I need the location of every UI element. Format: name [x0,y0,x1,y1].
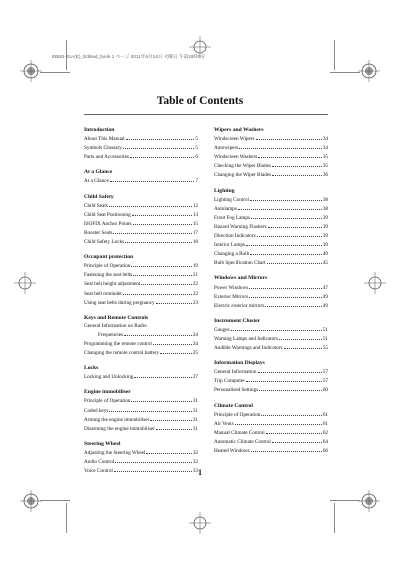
toc-entry-page: 5 [195,145,198,152]
toc-entry-title: Electric exterior mirrors [214,302,265,309]
toc-entry-title: Disarming the engine immobiliser [84,425,156,432]
toc-entry-page: 47 [322,284,328,291]
dot-leader [115,457,192,463]
toc-entry-page: 31 [192,407,198,414]
toc-entry[interactable] [214,249,328,258]
toc-entry-page: 22 [192,290,198,297]
dot-leader [153,339,192,345]
section-heading: Instrument Cluster [214,317,261,324]
toc-entry-title: General Information [214,369,257,376]
toc-entry-page: 40 [322,251,328,258]
toc-entry-title: Interior Lamps [214,242,245,249]
toc-entry[interactable] [214,222,328,231]
dot-leader [133,219,192,225]
toc-entry[interactable] [84,261,198,270]
toc-entry[interactable] [214,283,328,292]
toc-entry-title: About This Manual [84,136,125,143]
dot-leader [125,237,192,243]
toc-entry-page: 21 [192,272,198,279]
toc-entry-page: 34 [322,136,328,143]
section-heading: Information Displays [214,360,265,367]
toc-entry-page: 64 [322,438,328,445]
toc-section [214,402,328,456]
toc-entry-title: Changing the remote control battery [84,350,160,357]
registration-mark-icon [364,272,386,294]
dot-leader [266,428,322,434]
dot-leader [132,210,192,216]
section-heading: Climate Control [214,402,253,409]
toc-entry[interactable] [84,322,198,330]
dot-leader [113,228,191,234]
toc-entry[interactable] [84,424,198,433]
toc-section [84,193,198,247]
crop-mark [334,40,335,70]
toc-entry-title: Air Vents [214,420,234,427]
toc-entry-title: Automatic Climate Control [214,438,271,445]
section-heading: At a Glance [84,169,113,176]
toc-left-column [84,126,198,482]
toc-entry-title: Seat belt height adjustment [84,281,141,288]
toc-entry[interactable] [84,228,198,237]
toc-section [84,388,198,432]
toc-entry-title: Principle of Operation [84,263,131,270]
toc-entry-page: 55 [322,345,328,352]
toc-entry-page: 6 [195,154,198,161]
toc-entry-page: 31 [192,398,198,405]
registration-mark-icon [189,36,211,58]
toc-entry-title: Principle of Operation [214,411,261,418]
toc-right-column [214,126,328,462]
toc-entry-title: Hazard Warning Flashers [214,223,267,230]
dot-leader [246,376,322,382]
toc-entry[interactable] [84,270,198,279]
toc-entry-page: 24 [192,331,198,338]
toc-entry-title: Checking the Wiper Blades [214,163,271,170]
toc-section [214,317,328,352]
section-heading: Wipers and Washers [214,127,264,133]
toc-entry-title: Direction Indicators [214,233,256,240]
toc-section [84,253,198,307]
toc-entry[interactable] [214,376,328,385]
dot-leader [235,419,322,425]
toc-entry[interactable] [214,152,328,161]
toc-entry-page: 38 [322,196,328,203]
toc-entry-title: Using seat belts during pregnancy [84,299,155,306]
toc-entry[interactable] [214,410,328,419]
toc-entry[interactable] [84,372,198,381]
dot-leader [257,231,322,237]
dot-leader [259,385,322,391]
toc-entry-title: Locking and Unlocking [84,374,134,381]
toc-entry[interactable] [84,298,198,307]
toc-entry[interactable] [214,367,328,376]
toc-entry[interactable] [84,339,198,348]
dot-leader [279,334,322,340]
toc-entry-title: Bulb Specification Chart [214,260,266,267]
toc-entry-page: 13 [192,211,198,218]
dot-leader [249,292,322,298]
dot-leader [126,134,195,140]
toc-entry-title: Power Windows [214,284,249,291]
toc-entry-page: 17 [192,229,198,236]
section-heading: Introduction [84,127,115,133]
toc-entry-page: 18 [192,239,198,246]
toc-entry-title: Front Fog Lamps [214,214,251,221]
toc-entry[interactable] [214,446,328,455]
dot-leader [109,406,191,412]
toc-entry[interactable] [214,325,328,334]
toc-section [214,274,328,309]
section-heading: Windows and Mirrors [214,275,268,282]
toc-entry-title: Programming the remote control [84,340,152,347]
toc-entry-page: 36 [322,172,328,179]
toc-entry[interactable] [214,343,328,352]
toc-entry-page: 32 [192,459,198,465]
toc-entry[interactable] [84,448,198,457]
toc-entry-page: 61 [322,411,328,418]
toc-entry-page: 15 [192,220,198,227]
dot-leader [251,446,322,452]
toc-entry-title: Child Seat Positioning [84,211,131,218]
dot-leader [124,330,192,336]
toc-entry[interactable] [84,396,198,405]
toc-entry[interactable] [214,437,328,446]
crop-mark [40,500,70,501]
section-heading: Child Safety [84,193,114,200]
toc-section [214,359,328,394]
toc-entry-page: 39 [322,233,328,240]
toc-entry[interactable] [84,279,198,288]
dot-leader [110,176,195,182]
toc-entry-title: Audio Control [84,459,115,465]
dot-leader [141,279,191,285]
toc-entry[interactable] [84,201,198,210]
toc-entry-page: 19 [192,263,198,270]
toc-entry-title: Personalised Settings [214,387,259,394]
toc-entry[interactable] [84,143,198,152]
crop-mark [40,72,70,73]
toc-entry[interactable] [214,231,328,240]
dot-leader [265,301,322,307]
toc-entry-page: 39 [322,214,328,221]
toc-entry-title: Child Seats [84,202,108,209]
dot-leader [249,283,322,289]
toc-entry[interactable] [214,301,328,310]
toc-entry[interactable] [84,219,198,228]
toc-entry-title: Changing the Wiper Blades [214,172,272,179]
toc-entry[interactable] [214,240,328,249]
toc-entry-page: 7 [195,178,198,185]
registration-mark-icon [14,272,36,294]
dot-leader [258,152,322,158]
dot-leader [267,258,322,264]
toc-entry-title: Heated Windows [214,448,250,454]
registration-mark-icon [358,60,380,82]
toc-entry-page: 61 [322,420,328,427]
toc-entry-title: Exterior Mirrors [214,293,249,300]
toc-entry-page: 35 [322,163,328,170]
toc-entry-title: ISOFIX Anchor Points [84,220,132,227]
dot-leader [130,152,194,158]
toc-entry[interactable] [84,457,198,466]
dot-leader [256,134,322,140]
section-heading: Steering Wheel [84,440,121,447]
toc-entry-title: Voice Control [84,468,113,475]
dot-leader [272,161,322,167]
toc-entry-title: Booster Seats [84,229,113,236]
registration-mark-icon [20,60,42,82]
toc-entry-page: 57 [322,378,328,385]
toc-entry[interactable] [84,210,198,219]
toc-entry[interactable] [84,176,198,185]
toc-entry[interactable] [84,134,198,143]
toc-entry-title: Arming the engine immobiliser [84,416,150,423]
toc-entry-page: 60 [322,387,328,394]
toc-entry-title: Adjusting the Steering Wheel [84,449,146,456]
toc-entry-page: 23 [192,299,198,306]
dot-leader [272,437,322,443]
toc-entry-page: 51 [322,326,328,333]
dot-leader [268,222,322,228]
toc-entry[interactable] [84,152,198,161]
toc-entry-title: General Information on Radio [84,322,147,329]
section-heading: Lighting [214,187,235,194]
print-header: EBM1-EU-(E)_Editied_book 1 ページ 2011年6月14日 火曜日 午前10時0分 [52,54,206,59]
toc-entry-title: Autolamps [214,205,237,212]
toc-entry-title: Child Safety Locks [84,239,125,246]
toc-entry[interactable] [214,143,328,152]
crop-mark [334,503,335,533]
toc-entry[interactable] [84,415,198,424]
dot-leader [239,143,322,149]
dot-leader [133,270,192,276]
toc-entry-title: Windscreen Washers [214,154,258,161]
crop-mark [66,40,67,70]
toc-entry-title: Coded keys [84,407,109,414]
dot-leader [238,204,322,210]
dot-leader [251,213,322,219]
dot-leader [109,201,192,207]
toc-entry-title: Trip Computer [214,378,245,385]
toc-entry-page: 62 [322,429,328,436]
toc-entry[interactable] [84,237,198,246]
toc-entry[interactable] [214,334,328,343]
toc-entry-page: 33 [192,468,198,475]
toc-entry-page: 5 [195,136,198,143]
toc-entry[interactable] [214,161,328,170]
toc-entry-title: At a Glance [84,178,109,185]
toc-entry-title: Symbols Glossary [84,145,122,152]
toc-entry-title: Lighting Control [214,196,250,203]
toc-entry-page: 51 [322,335,328,342]
dot-leader [131,396,191,402]
toc-entry-title: Warning Lamps and Indicators [214,335,278,342]
section-heading: Engine immobiliser [84,389,131,396]
section-heading: Keys and Remote Controls [84,314,149,321]
toc-entry-page: 57 [322,369,328,376]
toc-entry-page: 39 [322,223,328,230]
toc-entry-page: 45 [322,260,328,267]
toc-entry-page: 31 [192,416,198,423]
toc-entry-title: Windscreen Wipers [214,136,255,143]
toc-section [84,364,198,381]
toc-entry[interactable] [84,289,198,298]
toc-section [84,168,198,185]
crop-mark [330,500,360,501]
dot-leader [123,143,195,149]
toc-entry-title: Frequencies [98,331,124,338]
dot-leader [156,298,192,304]
toc-entry-page: 27 [192,374,198,381]
toc-section [214,187,328,268]
toc-entry-title: Gauges [214,326,230,333]
dot-leader [231,325,322,331]
crop-mark [66,503,67,533]
toc-entry-title: Seat belt reminder [84,290,123,297]
toc-entry[interactable] [84,330,198,339]
toc-section [84,126,198,161]
toc-entry-title: Audible Warnings and Indicators [214,345,283,352]
toc-entry[interactable] [214,204,328,213]
title-divider [84,114,328,115]
dot-leader [123,289,192,295]
registration-mark-icon [358,490,380,512]
toc-entry-page: 39 [322,242,328,249]
registration-mark-icon [189,512,211,534]
toc-entry[interactable] [214,428,328,437]
page-number: 1 [198,468,202,477]
toc-entry-page: 12 [192,202,198,209]
section-heading: Occupant protection [84,254,134,261]
toc-entry-title: Manual Climate Control [214,429,265,436]
section-heading: Locks [84,365,99,372]
toc-entry[interactable] [214,213,328,222]
dot-leader [150,415,192,421]
toc-entry[interactable] [214,419,328,428]
toc-entry[interactable] [214,195,328,204]
dot-leader [131,261,191,267]
toc-entry[interactable] [214,385,328,394]
toc-section [214,126,328,180]
toc-entry-page: 32 [192,449,198,456]
dot-leader [258,367,322,373]
toc-entry-page: 35 [322,154,328,161]
toc-entry-page: 38 [322,205,328,212]
dot-leader [261,410,321,416]
toc-entry[interactable] [214,258,328,267]
toc-entry-page: 25 [192,350,198,357]
toc-entry-page: 24 [192,340,198,347]
toc-entry-title: Principle of Operation [84,398,131,405]
toc-entry-page: 31 [192,425,198,432]
toc-entry-title: Autowipers [214,145,239,152]
toc-section [84,314,198,357]
toc-entry-title: Fastening the seat belts [84,272,133,279]
crop-mark [330,72,360,73]
dot-leader [250,249,322,255]
toc-entry-title: Parts and Accessories [84,154,129,161]
toc-entry-title: Changing a Bulb [214,251,250,258]
toc-entry[interactable] [84,406,198,415]
toc-entry[interactable] [84,348,198,357]
toc-entry[interactable] [214,170,328,179]
toc-entry[interactable] [214,292,328,301]
toc-entry[interactable] [214,134,328,143]
dot-leader [156,424,192,430]
dot-leader [134,372,192,378]
dot-leader [160,348,192,354]
dot-leader [272,170,322,176]
toc-entry-page: 66 [322,448,328,454]
toc-entry-page: 49 [322,293,328,300]
dot-leader [146,448,191,454]
dot-leader [284,343,322,349]
toc-entry-page: 49 [322,302,328,309]
registration-mark-icon [20,490,42,512]
toc-entry-page: 22 [192,281,198,288]
toc-entry-page: 34 [322,145,328,152]
dot-leader [246,240,322,246]
page-title: Table of Contents [156,95,244,107]
dot-leader [250,195,322,201]
